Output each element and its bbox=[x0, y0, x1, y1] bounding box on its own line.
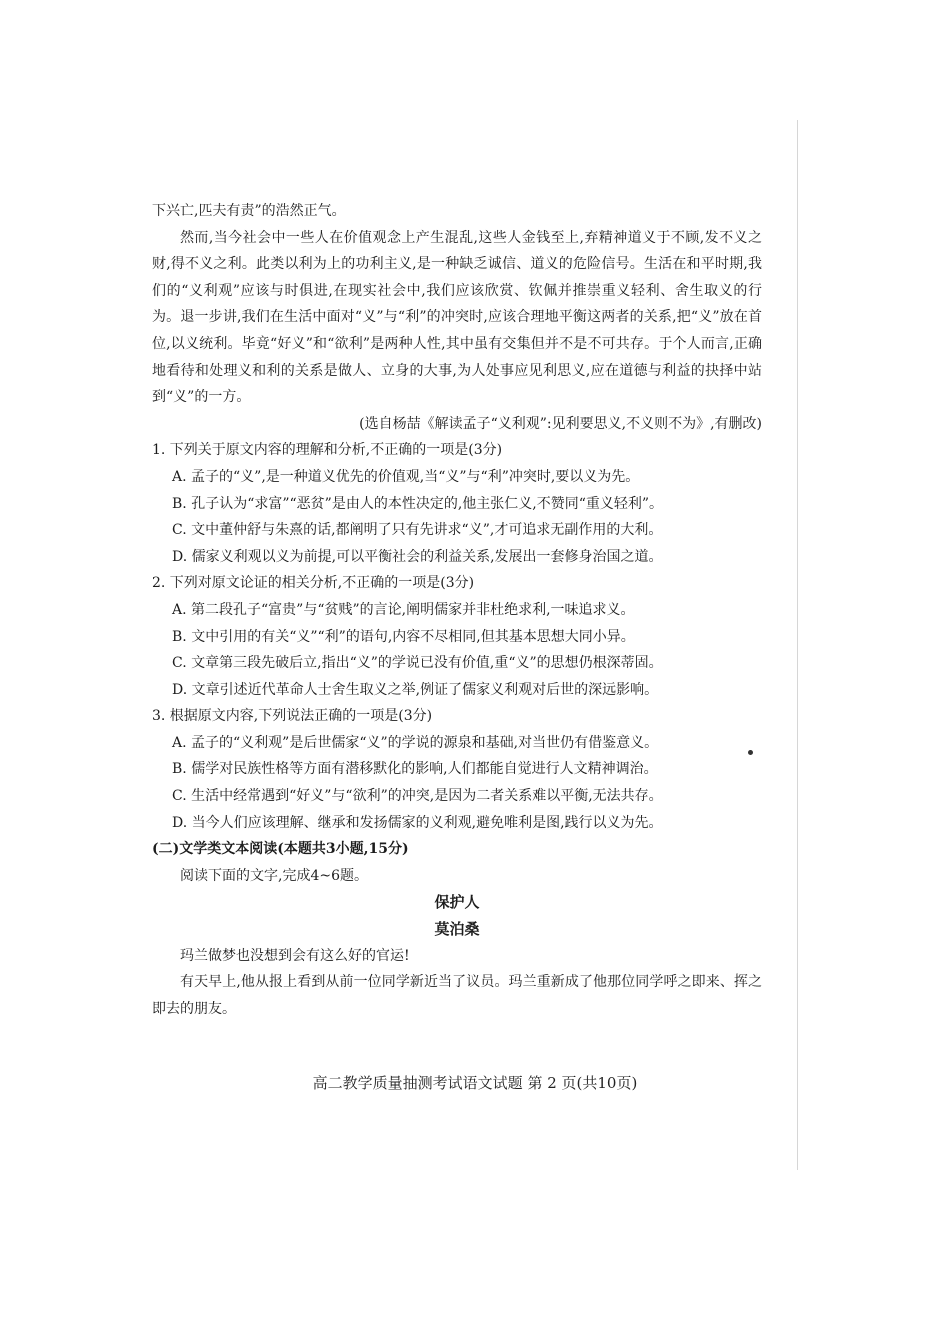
question-stem: 3. 根据原文内容,下列说法正确的一项是(3分) bbox=[152, 708, 433, 725]
passage-paragraph: 然而,当今社会中一些人在价值观念上产生混乱,这些人金钱至上,弃精神道义于不顾,发不义之财,得不义之利。此类以利为上的功利主义,是一种缺乏诚信、道义的危险信号。生活在和平时期,我们的“义利观”应该与时俱进,在现实社会中,我们应该欣赏、钦佩并推崇重义轻利、舍生取义的行为。退一步讲,我们在生活中面对“义”与“利”的冲突时,应该合理地平衡这两者的关系,把“义”放在首位,以义统利。毕竟“好义”和“欲利”是两种人性,其中虽有交集但并不是不可共存。于个人而言,正确地看待和处理义和利的关系是做人、立身的大事,为人处事应见利思义,应在道德与利益的抉择中站到“义”的一方。 bbox=[152, 229, 762, 406]
question-option: B. 文中引用的有关“义”“利”的语句,内容不尽相同,但其基本思想大同小异。 bbox=[172, 628, 635, 645]
section-heading: (二)文学类文本阅读(本题共3小题,15分) bbox=[152, 841, 409, 858]
question-option: B. 孔子认为“求富”“恶贫”是由人的本性决定的,他主张仁义,不赞同“重义轻利”。 bbox=[172, 495, 664, 512]
story-author: 莫泊桑 bbox=[434, 920, 480, 939]
question-stem: 2. 下列对原文论证的相关分析,不正确的一项是(3分) bbox=[152, 575, 475, 592]
question-option: D. 当今人们应该理解、继承和发扬儒家的义利观,避免唯利是图,践行以义为先。 bbox=[172, 814, 663, 831]
question-option: A. 孟子的“义利观”是后世儒家“义”的学说的源泉和基础,对当世仍有借鉴意义。 bbox=[172, 734, 659, 751]
section-instruction: 阅读下面的文字,完成4~6题。 bbox=[180, 867, 368, 884]
question-stem: 1. 下列关于原文内容的理解和分析,不正确的一项是(3分) bbox=[152, 442, 503, 459]
story-paragraph: 玛兰做梦也没想到会有这么好的官运! bbox=[180, 947, 410, 964]
story-paragraph: 有天早上,他从报上看到从前一位同学新近当了议员。玛兰重新成了他那位同学呼之即来、挥之即去的朋友。 bbox=[152, 974, 762, 1017]
passage-source: (选自杨喆《解读孟子“义利观”:见利要思义,不义则不为》,有删改) bbox=[359, 415, 762, 432]
question-option: A. 孟子的“义”,是一种道义优先的价值观,当“义”与“利”冲突时,要以义为先。 bbox=[172, 468, 640, 485]
question-option: D. 儒家义利观以义为前提,可以平衡社会的利益关系,发展出一套修身治国之道。 bbox=[172, 548, 663, 565]
question-block bbox=[152, 703, 762, 836]
page-footer: 高二教学质量抽测考试语文试题 第 2 页(共10页) bbox=[312, 1074, 638, 1092]
question-option: C. 文章第三段先破后立,指出“义”的学说已没有价值,重“义”的思想仍根深蒂固。 bbox=[172, 655, 663, 672]
question-block bbox=[152, 437, 762, 570]
question-option: C. 文中董仲舒与朱熹的话,都阐明了只有先讲求“义”,才可追求无副作用的大利。 bbox=[172, 522, 663, 539]
story-title: 保护人 bbox=[434, 893, 480, 912]
question-option: C. 生活中经常遇到“好义”与“欲利”的冲突,是因为二者关系难以平衡,无法共存。 bbox=[172, 788, 663, 805]
question-block bbox=[152, 570, 762, 703]
page-edge-line bbox=[797, 120, 798, 1170]
question-option: B. 儒学对民族性格等方面有潜移默化的影响,人们都能自觉进行人文精神调治。 bbox=[172, 761, 658, 778]
passage-paragraph: 下兴亡,匹夫有责”的浩然正气。 bbox=[152, 203, 346, 219]
question-option: A. 第二段孔子“富贵”与“贫贱”的言论,阐明儒家并非杜绝求利,一味追求义。 bbox=[172, 601, 635, 618]
page-content bbox=[152, 198, 762, 1022]
question-option: D. 文章引述近代革命人士舍生取义之举,例证了儒家义利观对后世的深远影响。 bbox=[172, 681, 659, 698]
